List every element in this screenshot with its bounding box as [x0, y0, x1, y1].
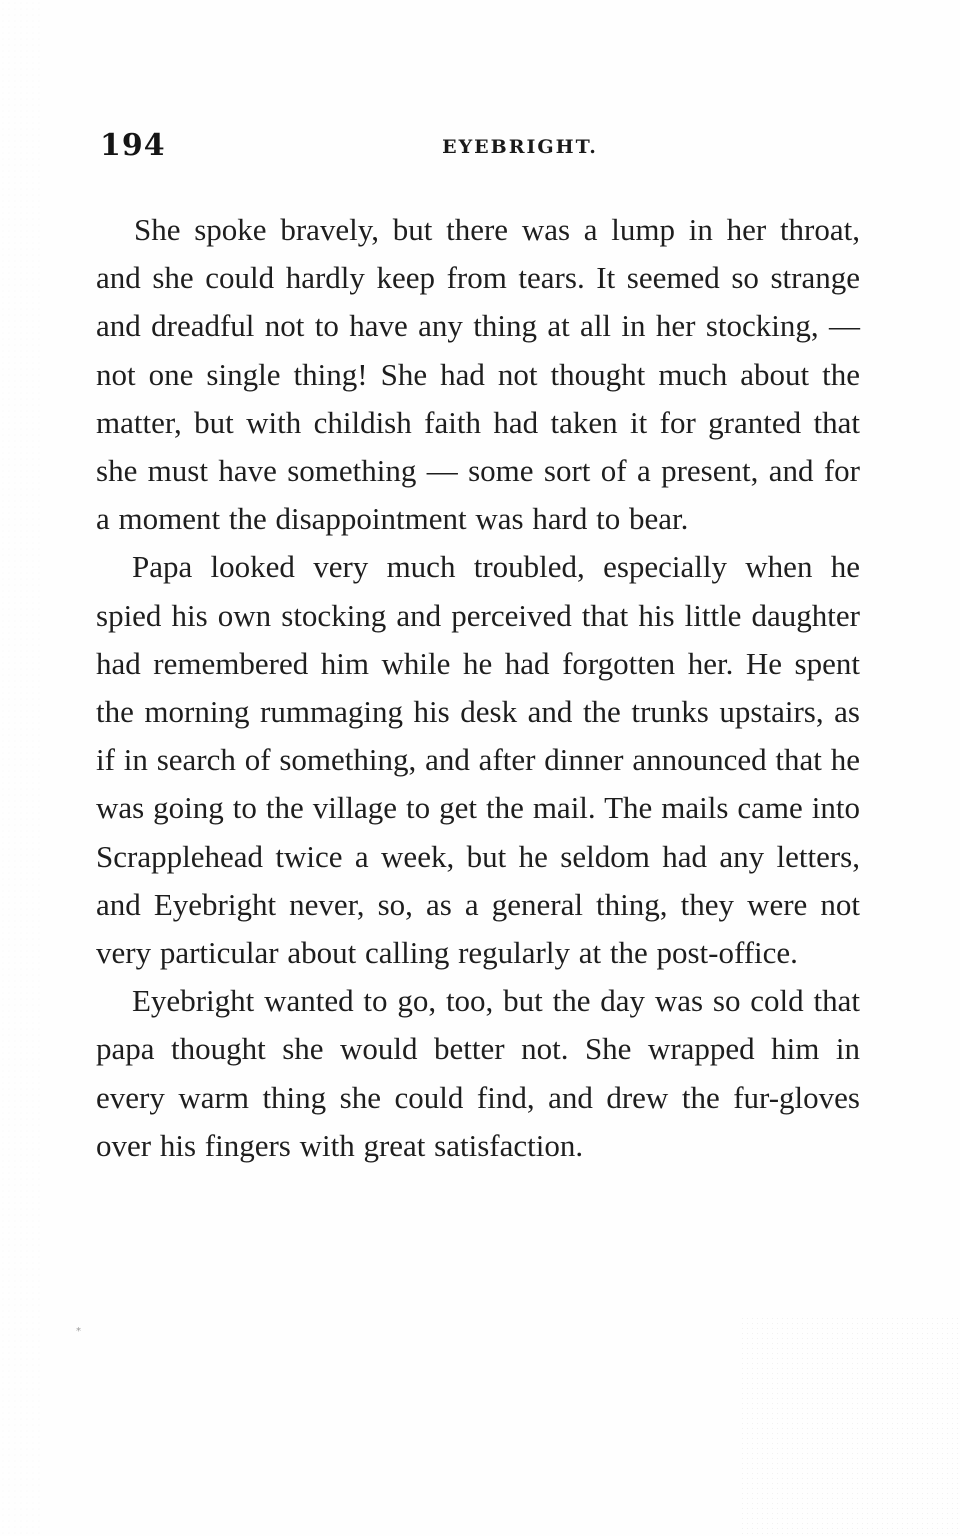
- paper-texture-left: [0, 0, 40, 1536]
- paragraph-2: Papa looked very much troubled, especially when he spied his own stocking and perceived that his little daughter had remembered him while he had forgotten her. He spent the morning rummaging his desk and the trunks upstairs, as if in search of something, and after dinner announced that he was going to the village to get the mail. The mails came into Scrapplehead twice a week, but he seldom had any letters, and Eyebright never, so, as a general thing, they were not very particular about calling regularly at the post-office.: [96, 549, 860, 971]
- page-number: 194: [100, 128, 166, 163]
- paragraph-1: She spoke bravely, but there was a lump in her throat, and she could hardly keep from tears. It seemed so strange and dreadful not to have any thing at all in her stocking, — not one single thing! She had not thought much about the matter, but with childish faith had taken it for granted that she must have something — some sort of a present, and for a moment the disappointment was hard to bear.: [96, 212, 860, 537]
- running-title: EYEBRIGHT.: [442, 136, 598, 158]
- print-speck: *: [76, 1326, 81, 1337]
- paragraph-3: Eyebright wanted to go, too, but the day was so cold that papa thought she would better not. She wrapped him in every warm thing she could find, and drew the fur-gloves over his fingers with great satisfaction.: [96, 983, 860, 1163]
- page-header: [100, 128, 860, 172]
- body-text: [96, 206, 860, 1170]
- paper-texture-corner: [740, 1316, 960, 1536]
